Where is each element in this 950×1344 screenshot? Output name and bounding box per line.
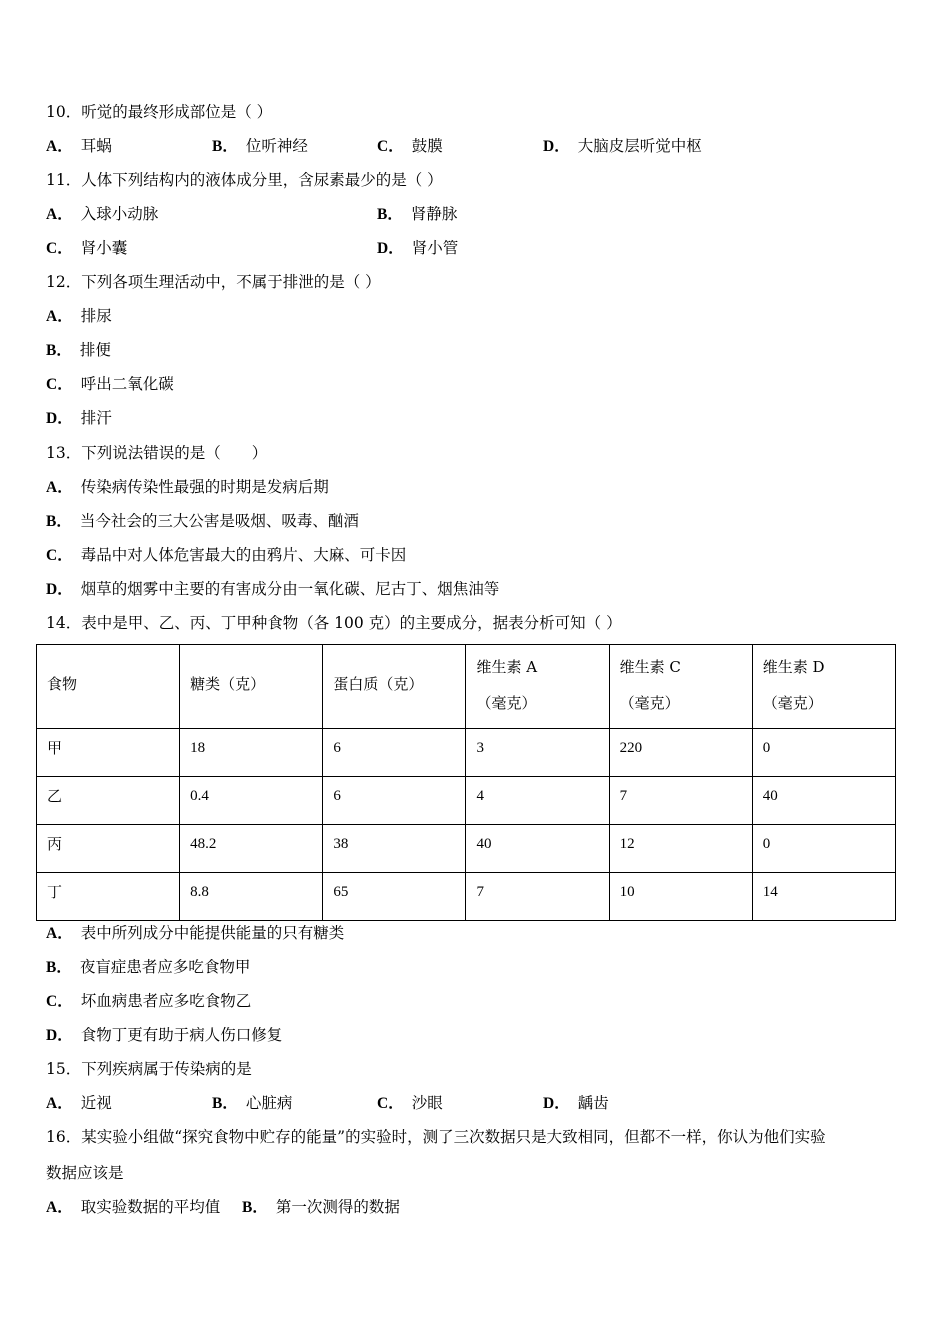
table-cell: 40 [752,777,895,825]
option-key: D． [543,1095,570,1112]
table-row [37,825,896,873]
option-key: C． [46,993,73,1010]
q13-option-a[interactable] [46,477,329,498]
table-cell: 7 [609,777,752,825]
option-key: D． [543,138,570,155]
q10-option-c[interactable] [377,136,443,157]
option-key: A． [46,308,73,325]
table-header-cell: 维生素 C （毫克） [609,645,752,729]
option-text: 近视 [80,1094,112,1112]
option-key: A． [46,1199,73,1216]
q11-option-d[interactable] [377,238,458,259]
table-cell: 48.2 [180,825,323,873]
q10-option-b[interactable] [212,136,308,157]
table-cell: 4 [466,777,609,825]
table-cell: 12 [609,825,752,873]
option-key: B． [46,513,72,530]
option-key: A． [46,1095,73,1112]
table-cell: 7 [466,873,609,921]
option-text: 坏血病患者应多吃食物乙 [80,992,252,1010]
q13-option-c[interactable] [46,545,406,566]
q15-option-c[interactable] [377,1093,443,1114]
option-key: D． [46,410,73,427]
option-text: 耳蜗 [80,137,112,155]
table-cell: 0 [752,729,895,777]
option-text: 取实验数据的平均值 [80,1198,221,1216]
q16-option-b[interactable] [242,1197,400,1218]
table-cell: 40 [466,825,609,873]
option-text: 位听神经 [245,137,308,155]
table-row [37,777,896,825]
option-text: 肾静脉 [410,205,458,223]
option-text: 当今社会的三大公害是吸烟、吸毒、酗酒 [79,512,359,530]
option-text: 大脑皮层听觉中枢 [577,137,702,155]
table-header-cell: 蛋白质（克） [323,645,466,729]
table-cell: 丁 [37,873,180,921]
q15-stem: 15．下列疾病属于传染病的是 [46,1060,252,1078]
option-key: A． [46,138,73,155]
option-text: 排汗 [80,409,112,427]
option-text: 夜盲症患者应多吃食物甲 [79,958,251,976]
option-key: B． [46,959,72,976]
table-cell: 6 [323,777,466,825]
q16-stem-line1: 16．某实验小组做“探究食物中贮存的能量”的实验时，测了三次数据只是大致相同，但都不一样，你认为他们实验 [46,1128,826,1146]
table-header-cell: 食物 [37,645,180,729]
table-cell: 3 [466,729,609,777]
q14-option-b[interactable] [46,957,250,978]
q11-option-c[interactable] [46,238,127,259]
q14-option-a[interactable] [46,923,344,944]
option-text: 心脏病 [245,1094,293,1112]
option-text: 鼓膜 [411,137,443,155]
q12-option-a[interactable] [46,306,112,327]
option-text: 第一次测得的数据 [275,1198,400,1216]
option-key: C． [377,138,404,155]
table-cell: 0.4 [180,777,323,825]
q12-option-b[interactable] [46,340,111,361]
q16-stem-line2: 数据应该是 [46,1164,124,1182]
q13-stem: 13．下列说法错误的是（ ） [46,444,268,462]
table-cell: 65 [323,873,466,921]
table-cell: 甲 [37,729,180,777]
table-header-row [37,645,896,729]
table-cell: 10 [609,873,752,921]
option-key: D． [46,581,73,598]
q16-option-a[interactable] [46,1197,220,1218]
option-key: A． [46,925,73,942]
option-key: C． [46,547,73,564]
option-text: 烟草的烟雾中主要的有害成分由一氧化碳、尼古丁、烟焦油等 [80,580,500,598]
option-text: 传染病传染性最强的时期是发病后期 [80,478,329,496]
food-composition-table [36,644,896,921]
q13-option-b[interactable] [46,511,359,532]
q12-stem: 12．下列各项生理活动中，不属于排泄的是（ ） [46,273,381,291]
table-row [37,729,896,777]
option-key: A． [46,479,73,496]
q14-option-c[interactable] [46,991,251,1012]
table-cell: 乙 [37,777,180,825]
option-text: 食物丁更有助于病人伤口修复 [80,1026,283,1044]
table-header-cell: 维生素 D （毫克） [752,645,895,729]
q12-option-d[interactable] [46,408,112,429]
option-key: A． [46,206,73,223]
option-text: 入球小动脉 [80,205,159,223]
table-cell: 38 [323,825,466,873]
option-key: D． [46,1027,73,1044]
q12-option-c[interactable] [46,374,174,395]
option-text: 排尿 [80,307,112,325]
option-text: 龋齿 [577,1094,609,1112]
table-cell: 8.8 [180,873,323,921]
option-key: B． [212,138,238,155]
option-key: C． [46,376,73,393]
table-cell: 220 [609,729,752,777]
q15-option-a[interactable] [46,1093,112,1114]
table-cell: 0 [752,825,895,873]
table-cell: 6 [323,729,466,777]
table-cell: 18 [180,729,323,777]
option-key: B． [377,206,403,223]
option-key: B． [46,342,72,359]
q15-option-d[interactable] [543,1093,609,1114]
option-text: 肾小囊 [80,239,128,257]
q11-option-a[interactable] [46,204,158,225]
table-header-cell: 糖类（克） [180,645,323,729]
table-row [37,873,896,921]
option-text: 表中所列成分中能提供能量的只有糖类 [80,924,345,942]
q10-option-a[interactable] [46,136,112,157]
option-key: B． [212,1095,238,1112]
option-text: 肾小管 [411,239,459,257]
option-text: 呼出二氧化碳 [80,375,174,393]
q15-option-b[interactable] [212,1093,292,1114]
q11-stem: 11．人体下列结构内的液体成分里，含尿素最少的是（ ） [46,171,443,189]
option-key: C． [46,240,73,257]
q14-stem: 14．表中是甲、乙、丙、丁甲种食物（各 100 克）的主要成分，据表分析可知（ ） [46,614,622,632]
table-cell: 丙 [37,825,180,873]
q13-option-d[interactable] [46,579,499,600]
q14-option-d[interactable] [46,1025,282,1046]
option-text: 毒品中对人体危害最大的由鸦片、大麻、可卡因 [80,546,407,564]
option-text: 排便 [79,341,111,359]
option-key: B． [242,1199,268,1216]
option-key: C． [377,1095,404,1112]
table-cell: 14 [752,873,895,921]
table-header-cell: 维生素 A （毫克） [466,645,609,729]
option-key: D． [377,240,404,257]
q10-stem: 10．听觉的最终形成部位是（ ） [46,103,273,121]
q10-option-d[interactable] [543,136,702,157]
option-text: 沙眼 [411,1094,443,1112]
q11-option-b[interactable] [377,204,457,225]
